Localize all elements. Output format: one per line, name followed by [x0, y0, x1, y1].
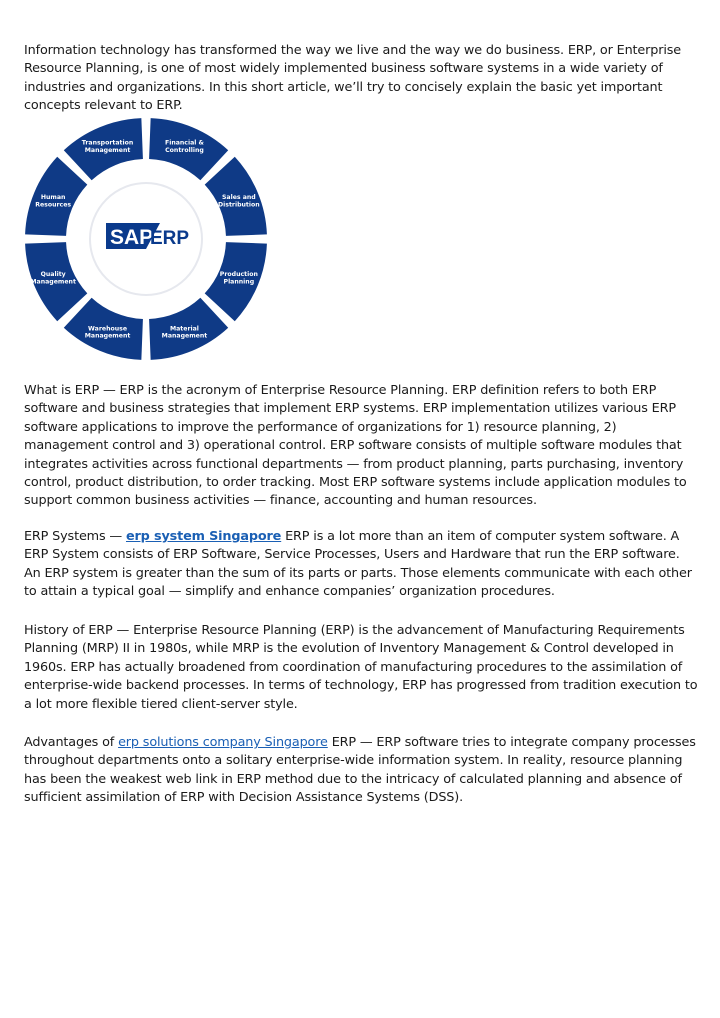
erp-logo-text: ERP [150, 228, 190, 249]
erp-system-singapore-link[interactable]: erp system Singapore [125, 529, 282, 544]
diagram-segment-label: Financial & Controlling [164, 139, 204, 155]
diagram-segment-label: Sales and Distribution [218, 194, 260, 209]
history-paragraph: History of ERP — Enterprise Resource Planning (ERP) is the advancement of Manufacturing Requirements Planning (MRP) II in 1980s, while MRP is the evolution of Inventory Management & Control developed in 1960s. ERP has actually broadened from coordination of manufacturing procedures to the assimilation of enterprise-wide backend processes. In terms of technology, ERP has progressed from tradition execution to a lot more flexible tiered client-server style. [24, 623, 698, 712]
advantages-paragraph [24, 734, 700, 808]
advantages-prefix: Advantages of [24, 735, 119, 750]
diagram-segment-label: Human Resources [35, 194, 72, 209]
sap-logo-text: SAP [110, 226, 154, 249]
erp-systems-text: ERP is a lot more than an item of computer system software. A ERP System consists of ERP Software, Service Processes, Users and Hardware that run the ERP software. An ERP system is greater than the sum of its parts or parts. Those elements communicate with each other to attain a typical goal — simplify and enhance companies’ organization procedures. [24, 529, 692, 600]
erp-systems-paragraph [24, 528, 700, 602]
what-is-erp-paragraph: What is ERP — ERP is the acronym of Enterprise Resource Planning. ERP definition refers to both ERP software and business strategies that implement ERP systems. ERP implementation utilizes various ERP software applications to improve the performance of organizations for 1) resource planning, 2) management control and 3) operational control. ERP software consists of multiple software modules that integrates activities across functional departments — from product planning, parts purchasing, inventory control, product distribution, to order tracking. Most ERP software systems include application modules to support common business activities — finance, accounting and human resources. [24, 383, 687, 509]
erp-solutions-link[interactable]: erp solutions company Singapore [118, 735, 328, 750]
diagram-segment-label: Warehouse Management [84, 325, 131, 340]
advantages-text: ERP — ERP software tries to integrate company processes throughout departments onto a solitary enterprise-wide information system. In reality, resource planning has been the weakest web link in ERP method due to the intricacy of calculated planning and absence of sufficient assimilation of ERP with Decision Assistance Systems (DSS). [24, 735, 696, 806]
diagram-segment-label: Production Planning [219, 270, 258, 286]
erp-systems-prefix: ERP Systems — [24, 529, 126, 544]
diagram-segment-label: Material Management [161, 325, 208, 340]
diagram-segment-label: Quality Management [30, 270, 76, 286]
intro-paragraph: Information technology has transformed the way we live and the way we do business. ERP, or Enterprise Resource Planning, is one of most widely implemented business software systems in a wide variety of industries and organizations. In this short article, we’ll try to concisely explain the basic yet important concepts relevant to ERP. [24, 43, 681, 114]
sap-erp-module-diagram [24, 117, 268, 361]
diagram-segment-label: Transportation Management [81, 139, 134, 155]
